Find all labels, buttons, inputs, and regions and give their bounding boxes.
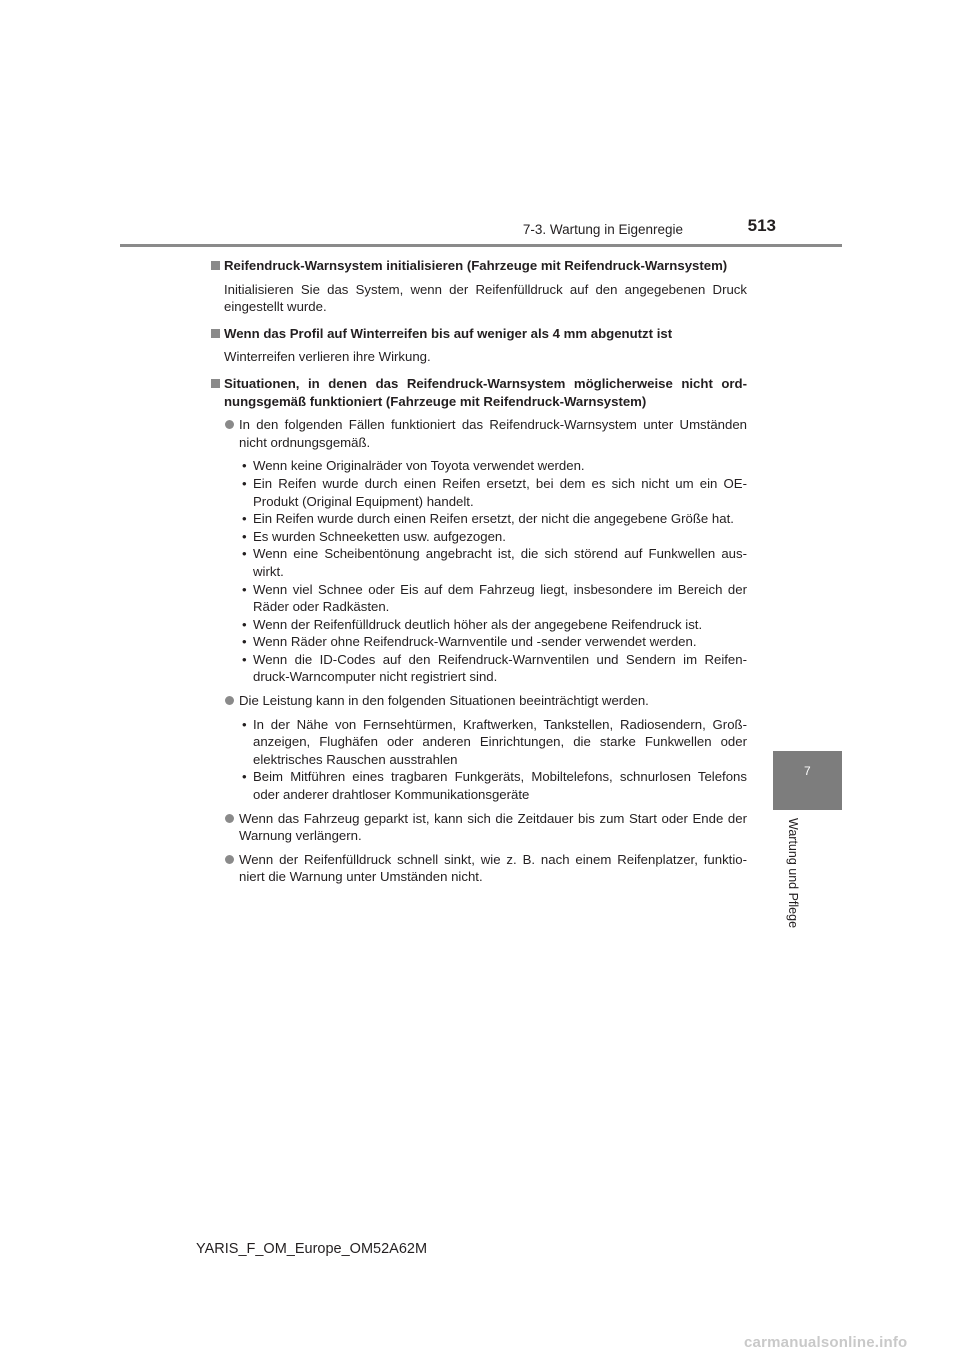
- section-heading: [210, 375, 747, 410]
- list-item: [239, 545, 747, 580]
- dot-bullet-icon: •: [242, 528, 247, 544]
- list-item: [239, 616, 747, 634]
- section-text: Winterreifen verlieren ihre Wirkung.: [224, 349, 431, 365]
- square-bullet-icon: [211, 329, 220, 338]
- list-item: [239, 510, 747, 528]
- section-heading-text: Situationen, in denen das Reifendruck-Warnsystem möglicherweise nicht ord-nungsgemäß funktioniert (Fahrzeuge mit Reifendruck-Warnsystem): [224, 375, 747, 409]
- point-text: Wenn das Fahrzeug geparkt ist, kann sich die Zeitdauer bis zum Start oder Ende der Warnung verlängern.: [239, 810, 747, 844]
- list-item: [239, 716, 747, 769]
- dot-bullet-icon: •: [242, 475, 247, 491]
- point: [210, 851, 747, 886]
- dot-bullet-icon: •: [242, 546, 247, 562]
- point: [210, 692, 747, 710]
- circle-bullet-icon: [225, 814, 234, 823]
- dot-bullet-icon: •: [242, 651, 247, 667]
- point-text: Die Leistung kann in den folgenden Situationen beeinträchtigt werden.: [239, 693, 649, 709]
- document-code: YARIS_F_OM_Europe_OM52A62M: [196, 1241, 428, 1257]
- section-text: Initialisieren Sie das System, wenn der Reifenfülldruck auf den angegebenen Druck eingestellt wurde.: [224, 281, 747, 315]
- content: [210, 257, 747, 895]
- list-item-text: Ein Reifen wurde durch einen Reifen ersetzt, bei dem es sich nicht um ein OE-Produkt (Original Equipment) handelt.: [253, 475, 747, 509]
- section: [210, 375, 747, 886]
- point: [210, 416, 747, 451]
- header-rule: [120, 244, 842, 247]
- list-item-text: Ein Reifen wurde durch einen Reifen ersetzt, der nicht die angegebene Größe hat.: [253, 511, 734, 527]
- list-item-text: Wenn keine Originalräder von Toyota verwendet werden.: [253, 458, 585, 474]
- chapter-title: Wartung und Pflege: [786, 818, 800, 929]
- list-item-text: Wenn der Reifenfülldruck deutlich höher als der angegebene Reifendruck ist.: [253, 616, 703, 632]
- point-text: In den folgenden Fällen funktioniert das Reifendruck-Warnsystem unter Umständen nicht ordnungsgemäß.: [239, 417, 747, 450]
- section-heading: [210, 257, 747, 275]
- list-item-text: Wenn Räder ohne Reifendruck-Warnventile und -sender verwendet werden.: [253, 634, 697, 650]
- list-item-text: In der Nähe von Fernsehtürmen, Kraftwerken, Tankstellen, Radiosendern, Groß-anzeigen, Flughäfen oder anderen Einrichtungen, die starke Funkwellen oder elektrisches Rauschen ausstrahlen: [253, 716, 747, 767]
- circle-bullet-icon: [225, 696, 234, 705]
- list-item: [239, 528, 747, 546]
- square-bullet-icon: [211, 379, 220, 388]
- section-heading: [210, 325, 747, 343]
- list-item-text: Wenn die ID-Codes auf den Reifendruck-Warnventilen und Sendern im Reifen-druck-Warncomputer nicht registriert sind.: [253, 651, 747, 685]
- sublist: [210, 457, 747, 686]
- section: [210, 325, 747, 366]
- list-item-text: Beim Mitführen eines tragbaren Funkgeräts, Mobiltelefons, schnurlosen Telefons oder anderer drahtloser Kommunikationsgeräte: [253, 769, 747, 803]
- list-item: [239, 581, 747, 616]
- chapter-tab: [773, 751, 842, 810]
- chapter-number: 7: [804, 764, 811, 778]
- section: [210, 257, 747, 316]
- section-heading-text: Reifendruck-Warnsystem initialisieren (Fahrzeuge mit Reifendruck-Warnsystem): [224, 258, 728, 273]
- circle-bullet-icon: [225, 420, 234, 429]
- list-item: [239, 457, 747, 475]
- dot-bullet-icon: •: [242, 616, 247, 632]
- list-item-text: Wenn viel Schnee oder Eis auf dem Fahrzeug liegt, insbesondere im Bereich der Räder oder Radkästen.: [253, 581, 747, 615]
- list-item-text: Es wurden Schneeketten usw. aufgezogen.: [253, 528, 506, 544]
- list-item-text: Wenn eine Scheibentönung angebracht ist, die sich störend auf Funkwellen aus-wirkt.: [253, 546, 747, 579]
- list-item: [239, 651, 747, 686]
- list-item: [239, 633, 747, 651]
- header-section-title: 7-3. Wartung in Eigenregie: [522, 222, 683, 237]
- dot-bullet-icon: •: [242, 769, 247, 785]
- dot-bullet-icon: •: [242, 511, 247, 527]
- square-bullet-icon: [211, 261, 220, 270]
- sublist: [210, 716, 747, 804]
- list-item: [239, 475, 747, 510]
- point: [210, 810, 747, 845]
- page-number: 513: [747, 216, 776, 235]
- section-heading-text: Wenn das Profil auf Winterreifen bis auf weniger als 4 mm abgenutzt ist: [224, 325, 673, 341]
- point-text: Wenn der Reifenfülldruck schnell sinkt, wie z. B. nach einem Reifenplatzer, funktio-niert die Warnung unter Umständen nicht.: [239, 851, 747, 885]
- watermark: carmanualsonline.info: [744, 1334, 908, 1351]
- circle-bullet-icon: [225, 855, 234, 864]
- list-item: [239, 768, 747, 803]
- dot-bullet-icon: •: [242, 716, 247, 732]
- dot-bullet-icon: •: [242, 458, 247, 474]
- dot-bullet-icon: •: [242, 581, 247, 597]
- dot-bullet-icon: •: [242, 634, 247, 650]
